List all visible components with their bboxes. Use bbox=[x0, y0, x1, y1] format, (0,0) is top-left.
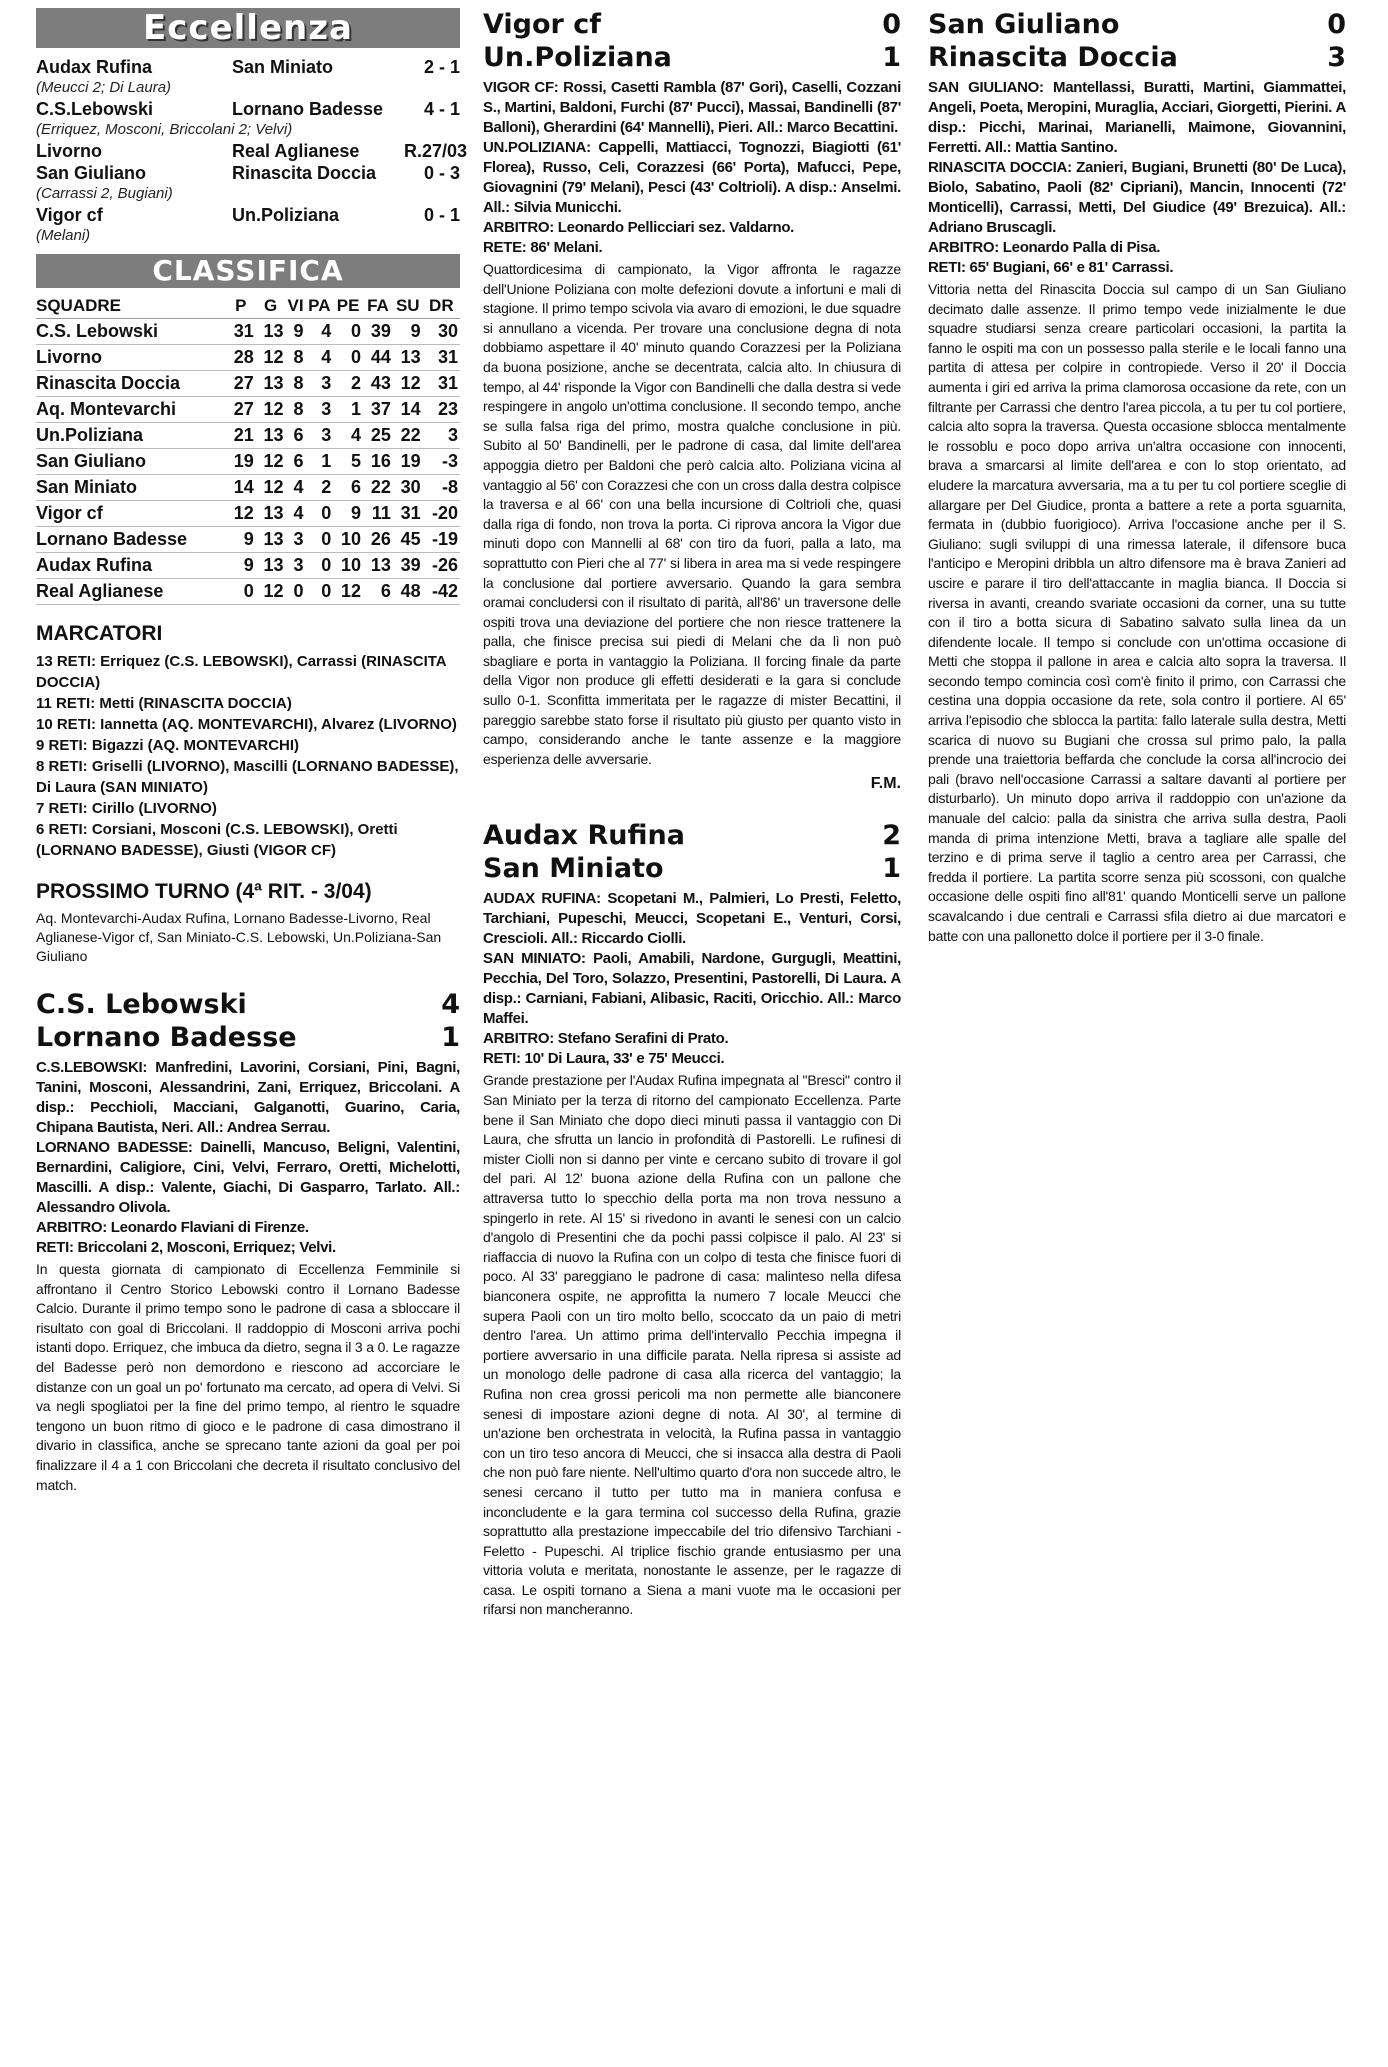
stat-cell: 13 bbox=[256, 423, 286, 449]
next-round-text: Aq. Montevarchi-Audax Rufina, Lornano Badesse-Livorno, Real Aglianese-Vigor cf, San Miniato-C.S. Lebowski, Un.Poliziana-San Giuliano bbox=[36, 910, 442, 964]
stat-cell: 4 bbox=[305, 319, 333, 345]
home-team: Audax Rufina bbox=[483, 820, 685, 852]
away-score: 1 bbox=[882, 853, 901, 885]
result-away-team: Un.Poliziana bbox=[232, 205, 340, 225]
result-home-team: Audax Rufina bbox=[36, 57, 153, 77]
stat-cell: 12 bbox=[226, 501, 256, 527]
referee: ARBITRO: Stefano Serafini di Prato. bbox=[483, 1030, 729, 1048]
stat-cell: 27 bbox=[226, 397, 256, 423]
match-home-row bbox=[928, 8, 1346, 41]
away-lineup: SAN MINIATO: Paoli, Amabili, Nardone, Gurgugli, Meattini, Pecchia, Del Toro, Solazzo, Presentini, Pastorelli, Di Laura. A disp.: Carniani, Fabiani, Alibasic, Raciti, Oricchio. All.: Marco Maffei. bbox=[483, 950, 901, 1028]
stat-cell: -20 bbox=[423, 501, 460, 527]
stat-cell: 1 bbox=[333, 397, 363, 423]
scorer-line: 11 RETI: Metti (RINASCITA DOCCIA) bbox=[36, 695, 292, 712]
stat-cell: 9 bbox=[286, 319, 306, 345]
goals: RETE: 86' Melani. bbox=[483, 239, 603, 256]
standings-header-cell: SU bbox=[393, 294, 423, 319]
stat-cell: 3 bbox=[305, 423, 333, 449]
result-score: 4 - 1 bbox=[423, 99, 460, 119]
stat-cell: 37 bbox=[363, 397, 393, 423]
table-row bbox=[36, 527, 460, 553]
result-scorers: (Meucci 2; Di Laura) bbox=[36, 79, 172, 96]
away-score: 1 bbox=[882, 42, 901, 73]
away-lineup: RINASCITA DOCCIA: Zanieri, Bugiani, Brunetti (80' De Luca), Biolo, Sabatino, Paoli (82' Cipriani), Mancin, Innocenti (72' Monticelli), Carrassi, Metti, Del Giudice (49' Brezuica). All.: Adriano Bruscagli. bbox=[928, 159, 1346, 236]
stat-cell: 0 bbox=[305, 553, 333, 579]
stat-cell: 2 bbox=[333, 371, 363, 397]
standings-header-cell: G bbox=[256, 294, 286, 319]
away-team: Un.Poliziana bbox=[483, 42, 672, 73]
scorer-line: 9 RETI: Bigazzi (AQ. MONTEVARCHI) bbox=[36, 737, 300, 754]
scorer-line: 7 RETI: Cirillo (LIVORNO) bbox=[36, 800, 217, 817]
stat-cell: 21 bbox=[226, 423, 256, 449]
scorer-line: 6 RETI: Corsiani, Mosconi (C.S. LEBOWSKI), Oretti (LORNANO BADESSE), Giusti (VIGOR CF) bbox=[36, 821, 398, 859]
match-report: Vittoria netta del Rinascita Doccia sul campo di un San Giuliano decimato dalle assenze. Il primo tempo vede inizialmente le due squadre studiarsi senza creare particolari occasioni, la partita la fanno le ospiti ma con un possesso palla sterile e le locali fanno una partita di attesa per colpire in contropiede. Verso il 20' il Doccia aumenta i giri ed arriva la prima clamorosa occasione da rete, con un filtrante per Carrassi che dentro l'area piccola, a tu per tu col portiere, calcia alto sopra la traversa. Questa occasione sblocca mentalmente le rossoblu e poco dopo arriva un'altra occasione con innocenti, brava a smarcarsi al limite dell'area e con lo stop orientato, ad eludere la marcatura avversaria, ma a tu per tu col portiere sceglie di allargare per Del Giudice, pronta a battere a rete a porta sguarnita, fermata in (dubbio fuorigioco). Arriva l'occasione anche per il S. Giuliano: sugli sviluppi di una rimessa laterale, il difensore buca l'anticipo e Meropini dribbla un altro difensore ma è brava Zanieri ad uscire e parare il tiro dell'attaccante in maglia bianca. Il Doccia si riversa in avanti, creando svariate occasioni da corner, una su tutte con il tiro a botta sicura di Sabatino salvato sulla linea da un difendente locale. Il tempo si conclude con un'ottima occasione di Metti che stoppa il pallone in area e calcia alto sopra la traversa. Il secondo tempo comincia così com'è finito il primo, con Carrassi che cestina una doppia occasione da rete, sola contro il portiere. Al 65' arriva l'episodio che sblocca la partita: fallo laterale sulla destra, Metti scarica di nuovo su Bugiani che crossa sul primo palo, la palla prende una traiettoria beffarda che conclude la corsa all'incrocio dei pali (bravo nell'occasione Carrassi a saltare davanti al portiere per disturbarlo). Un minuto dopo arriva il raddoppio con un'azione da manuale del calcio: palla da sinistra che arriva sulla destra, Paoli manda di prima intenzione Metti, brava a tagliare alle spalle del terzino e di prima serve il taglio a centro area per Carrassi, che fredda il portiere. La partita scorre senza più scossoni, con qualche occasione delle ospiti fino all'81' quando Monticelli serve un pallone scavalcando i due centrali e Carrassi sfila dietro ai due marcatori e batte con una pallonetto dolce il portiere per il 3-0 finale. bbox=[928, 281, 1346, 944]
stat-cell: 4 bbox=[305, 345, 333, 371]
stat-cell: 0 bbox=[305, 527, 333, 553]
match-sangiuliano bbox=[928, 8, 1346, 946]
table-row bbox=[36, 371, 460, 397]
table-row bbox=[36, 475, 460, 501]
stat-cell: 12 bbox=[256, 579, 286, 605]
scorers-list bbox=[36, 651, 460, 861]
stat-cell: 0 bbox=[333, 345, 363, 371]
next-round-title: PROSSIMO TURNO (4ª RIT. - 3/04) bbox=[36, 880, 372, 903]
team-name-cell: Lornano Badesse bbox=[36, 527, 226, 553]
column-middle bbox=[483, 8, 901, 1640]
home-lineup: VIGOR CF: Rossi, Casetti Rambla (87' Gori), Caselli, Cozzani S., Martini, Baldoni, Furchi (87' Pucci), Massai, Bandinelli (87' Balloni), Gherardini (64' Mannelli), Pieri. All.: Marco Becattini. bbox=[483, 79, 901, 136]
lineups bbox=[36, 1058, 460, 1258]
stat-cell: 8 bbox=[286, 371, 306, 397]
home-lineup: AUDAX RUFINA: Scopetani M., Palmieri, Lo Presti, Feletto, Tarchiani, Pupeschi, Meucci, Scopetani E., Venturi, Corsi, Crescioli. All.: Riccardo Ciolli. bbox=[483, 890, 901, 948]
match-vigor bbox=[483, 8, 901, 793]
stat-cell: 6 bbox=[363, 579, 393, 605]
stat-cell: 11 bbox=[363, 501, 393, 527]
scorers-title: MARCATORI bbox=[36, 622, 163, 645]
goals: RETI: Briccolani 2, Mosconi, Erriquez; Velvi. bbox=[36, 1239, 336, 1256]
standings-header-cell: DR bbox=[423, 294, 460, 319]
home-score: 0 bbox=[1327, 9, 1346, 40]
stat-cell: 30 bbox=[393, 475, 423, 501]
result-home-team: Livorno bbox=[36, 141, 102, 161]
stat-cell: 9 bbox=[393, 319, 423, 345]
standings-header-cell: PE bbox=[333, 294, 363, 319]
stat-cell: 13 bbox=[393, 345, 423, 371]
result-score: R.27/03 bbox=[404, 141, 468, 161]
stat-cell: 25 bbox=[363, 423, 393, 449]
result-scorers: (Erriquez, Mosconi, Briccolani 2; Velvi) bbox=[36, 121, 293, 138]
home-score: 0 bbox=[882, 9, 901, 40]
table-row bbox=[36, 423, 460, 449]
away-score: 1 bbox=[441, 1022, 460, 1053]
team-name-cell: Vigor cf bbox=[36, 501, 226, 527]
stat-cell: 22 bbox=[363, 475, 393, 501]
results-list bbox=[36, 56, 468, 246]
match-report: In questa giornata di campionato di Eccellenza Femminile si affrontano il Centro Storico Lebowski contro il Lornano Badesse Calcio. Durante il primo tempo sono le padrone di casa a sbloccare il risultato con goal di Briccolani. Il raddoppio di Mosconi arriva pochi istanti dopo. Erriquez, che imbuca da dietro, segna il 3 a 0. Le ragazze del Badesse però non demordono e riescono ad accorciare le distanze con un goal un po' fortunato ma cercato, ad opera di Velvi. Si va negli spogliatoi per la fine del primo tempo, al rientro le squadre tengono un buon ritmo di gioco e le padrone di casa dimostrano il divario in classifica, anche se sprecano tante azioni da goal per poi finalizzare il 4 a 1 con Briccolani che decreta il risultato conclusivo del match. bbox=[36, 1261, 460, 1493]
away-team: San Miniato bbox=[483, 853, 664, 885]
column-left bbox=[36, 8, 468, 1515]
stat-cell: 0 bbox=[226, 579, 256, 605]
match-report: Quattordicesima di campionato, la Vigor affronta le ragazze dell'Unione Poliziana con molte defezioni dovute a infortuni e mali di stagione. Il primo tempo scivola via avaro di emozioni, le due squadre si annullano a vicenda. Per trovare una conclusione degna di nota dobbiamo aspettare il 40' minuto quando Corazzesi per la Poliziana da buona posizione, anche se decentrata, calcia alto. In chiusura di tempo, al 44' risponde la Vigor con Bandinelli che dalla destra si vede respingere in angolo un'ottima conclusione. Il secondo tempo, anche se sulla falsa riga del primo, mostra qualche conclusione in più. Subito al 50' Bandinelli, per le padrone di casa, dal limite dell'area appoggia dietro per Baldoni che però calcia alto. Poliziana vicina al vantaggio al 56' con Corazzesi che con un cross dalla destra colpisce la traversa e al 66' con una bella incursione di Coltrioli che, quasi dalla riga di fondo, non trova la porta. Ci riprova ancora la Vigor due minuti dopo con Mannelli al 68' con tiro da fuori, palla a lato, ma soprattutto con Pieri che al 77' si libera in area ma si vede respingere la conclusione dal portiere avversario. Quando la gara sembra oramai concludersi con il risultato di parità, all'86' un traversone delle ospiti trova una deviazione del portiere che non riesce trattenere la palla, che finisce precisa sui piedi di Melani che da lì non può sbagliare e porta in vantaggio la Poliziana. Il forcing finale da parte della Vigor non produce gli effetti desiderati e la gara si conclude sullo 0-1. Sconfitta immeritata per le ragazze di mister Becattini, il pareggio sarebbe stato forse il risultato più giusto per quanto visto in campo, considerando anche le tante assenze e la maggiore esperienza delle avversarie. bbox=[483, 261, 901, 767]
result-row bbox=[36, 162, 460, 184]
stat-cell: 6 bbox=[286, 423, 306, 449]
stat-cell: 1 bbox=[305, 449, 333, 475]
result-home-team: Vigor cf bbox=[36, 205, 103, 225]
stat-cell: 5 bbox=[333, 449, 363, 475]
stat-cell: 31 bbox=[393, 501, 423, 527]
stat-cell: 12 bbox=[256, 449, 286, 475]
stat-cell: 10 bbox=[333, 553, 363, 579]
stat-cell: 6 bbox=[333, 475, 363, 501]
standings-header-cell: SQUADRE bbox=[36, 294, 226, 319]
scorer-line: 8 RETI: Griselli (LIVORNO), Mascilli (LORNANO BADESSE), Di Laura (SAN MINIATO) bbox=[36, 758, 459, 796]
goals: RETI: 10' Di Laura, 33' e 75' Meucci. bbox=[483, 1050, 725, 1068]
lineups bbox=[483, 78, 901, 258]
stat-cell: -19 bbox=[423, 527, 460, 553]
table-row bbox=[36, 553, 460, 579]
stat-cell: 44 bbox=[363, 345, 393, 371]
stat-cell: 13 bbox=[256, 553, 286, 579]
table-row bbox=[36, 397, 460, 423]
away-team: Lornano Badesse bbox=[36, 1022, 297, 1053]
stat-cell: -3 bbox=[423, 449, 460, 475]
stat-cell: 12 bbox=[256, 345, 286, 371]
stat-cell: -26 bbox=[423, 553, 460, 579]
stat-cell: 3 bbox=[305, 397, 333, 423]
match-lebowski bbox=[36, 988, 460, 1495]
stat-cell: 3 bbox=[286, 527, 306, 553]
stat-cell: 39 bbox=[393, 553, 423, 579]
stat-cell: 13 bbox=[256, 371, 286, 397]
team-name-cell: Aq. Montevarchi bbox=[36, 397, 226, 423]
table-row bbox=[36, 501, 460, 527]
stat-cell: 12 bbox=[256, 475, 286, 501]
home-team: C.S. Lebowski bbox=[36, 989, 247, 1020]
result-row bbox=[36, 140, 468, 162]
match-home-row bbox=[36, 988, 460, 1021]
column-right bbox=[928, 8, 1346, 966]
stat-cell: 8 bbox=[286, 397, 306, 423]
stat-cell: 23 bbox=[423, 397, 460, 423]
stat-cell: 31 bbox=[226, 319, 256, 345]
result-away-team: Rinascita Doccia bbox=[232, 163, 377, 183]
stat-cell: 27 bbox=[226, 371, 256, 397]
home-team: Vigor cf bbox=[483, 9, 602, 40]
stat-cell: 3 bbox=[423, 423, 460, 449]
home-lineup: SAN GIULIANO: Mantellassi, Buratti, Martini, Giammattei, Angeli, Poeta, Meropini, Muraglia, Acciari, Giorgetti, Pierini. A disp.: Picchi, Marinai, Marianelli, Maimone, Giovannini, Ferretti. All.: Mattia Santino. bbox=[928, 79, 1346, 156]
goals: RETI: 65' Bugiani, 66' e 81' Carrassi. bbox=[928, 259, 1174, 276]
home-score: 4 bbox=[441, 989, 460, 1020]
home-lineup: C.S.LEBOWSKI: Manfredini, Lavorini, Corsiani, Pini, Bagni, Tanini, Mosconi, Alessandrini, Zani, Erriquez, Briccolani. A disp.: Pecchioli, Macciani, Galganotti, Guarino, Caria, Chipana Bautista, Neri. All.: Andrea Serrau. bbox=[36, 1059, 460, 1136]
stat-cell: 0 bbox=[305, 501, 333, 527]
match-away-row bbox=[483, 41, 901, 74]
stat-cell: 6 bbox=[286, 449, 306, 475]
result-row bbox=[36, 98, 460, 120]
stat-cell: 22 bbox=[393, 423, 423, 449]
scorer-line: 10 RETI: Iannetta (AQ. MONTEVARCHI), Alvarez (LIVORNO) bbox=[36, 716, 457, 733]
stat-cell: 45 bbox=[393, 527, 423, 553]
home-team: San Giuliano bbox=[928, 9, 1120, 40]
stat-cell: 28 bbox=[226, 345, 256, 371]
home-score: 2 bbox=[882, 820, 901, 852]
stat-cell: 9 bbox=[226, 527, 256, 553]
standings-table bbox=[36, 294, 460, 605]
away-score: 3 bbox=[1327, 42, 1346, 73]
team-name-cell: Un.Poliziana bbox=[36, 423, 226, 449]
stat-cell: 4 bbox=[286, 501, 306, 527]
eccellenza-banner: Eccellenza bbox=[36, 8, 460, 48]
stat-cell: 3 bbox=[286, 553, 306, 579]
stat-cell: 0 bbox=[286, 579, 306, 605]
result-away-team: Lornano Badesse bbox=[232, 99, 384, 119]
match-home-row bbox=[483, 819, 901, 852]
stat-cell: 13 bbox=[363, 553, 393, 579]
result-score: 0 - 3 bbox=[423, 163, 460, 183]
stat-cell: 19 bbox=[226, 449, 256, 475]
stat-cell: 13 bbox=[256, 527, 286, 553]
stat-cell: 26 bbox=[363, 527, 393, 553]
away-team: Rinascita Doccia bbox=[928, 42, 1178, 73]
away-lineup: UN.POLIZIANA: Cappelli, Mattiacci, Tognozzi, Biagiotti (61' Florea), Russo, Celi, Corazzesi (66' Porta), Mafucci, Pepe, Giovagnini (79' Melani), Pesci (43' Coltrioli). A disp.: Anselmi. All.: Silvia Municchi. bbox=[483, 139, 901, 216]
stat-cell: -8 bbox=[423, 475, 460, 501]
stat-cell: 8 bbox=[286, 345, 306, 371]
author-signature: F.M. bbox=[870, 775, 901, 793]
result-scorers: (Melani) bbox=[36, 227, 91, 244]
lineups bbox=[483, 889, 901, 1069]
stat-cell: -42 bbox=[423, 579, 460, 605]
standings-header-cell: FA bbox=[363, 294, 393, 319]
stat-cell: 12 bbox=[256, 397, 286, 423]
result-row bbox=[36, 204, 460, 226]
stat-cell: 16 bbox=[363, 449, 393, 475]
stat-cell: 30 bbox=[423, 319, 460, 345]
lineups bbox=[928, 78, 1346, 278]
table-row bbox=[36, 579, 460, 605]
referee: ARBITRO: Leonardo Pellicciari sez. Valdarno. bbox=[483, 219, 795, 236]
result-away-team: Real Aglianese bbox=[232, 141, 360, 161]
match-audax bbox=[483, 819, 901, 1620]
stat-cell: 9 bbox=[226, 553, 256, 579]
stat-cell: 14 bbox=[393, 397, 423, 423]
result-score: 2 - 1 bbox=[423, 57, 460, 77]
stat-cell: 0 bbox=[305, 579, 333, 605]
table-row bbox=[36, 449, 460, 475]
result-home-team: C.S.Lebowski bbox=[36, 99, 154, 119]
team-name-cell: Livorno bbox=[36, 345, 226, 371]
stat-cell: 31 bbox=[423, 371, 460, 397]
stat-cell: 14 bbox=[226, 475, 256, 501]
result-score: 0 - 1 bbox=[423, 205, 460, 225]
match-away-row bbox=[36, 1021, 460, 1054]
match-report: Grande prestazione per l'Audax Rufina impegnata al "Bresci" contro il San Miniato per la terza di ritorno del campionato Eccellenza. Parte bene il San Miniato che dopo dieci minuti passa il vantaggio con Di Laura, che sfrutta un lancio in profondità di Pastorelli. Le rufinesi di mister Ciolli non si danno per vinte e cercano subito di trovare il gol del pari. Al 12' buona azione della Rufina con un pallone che attraversa tutto lo specchio della porta ma non trova nessuno a spingerlo in rete. Al 15' si rivedono in avanti le senesi con un calcio d'angolo di Presentini che da pochi passi colpisce il palo. Al 23' si riaffaccia di nuovo la Rufina con un colpo di testa che finisce fuori di poco. Al 33' pareggiano le padrone di casa: malinteso nella difesa bianconera ospite, ne approfitta la numero 7 locale Meucci che supera Paoli con un tiro molto bello, scoccato da un paio di metri dentro l'area. Un attimo prima dell'intervallo Pecchia impegna il portiere avversario in una difficile parata. Nella ripresa si assiste ad un monologo delle padrone di casa alla ricerca del vantaggio; la Rufina non crea grossi pericoli ma non permette alle bianconere senesi di impostare azioni degne di nota. Al 30', al termine di un'azione ben orchestrata in velocità, la Rufina passa in vantaggio con un tiro teso ancora di Meucci, che si insacca alla destra di Paoli che non può fare niente. Nell'ultimo quarto d'ora non succede altro, le senesi cercano il tutto per tutto ma in maniera confusa e inconcludente e la gara termina col successo della Rufina, grazie soprattutto alla prestazione impeccabile del trio difensivo Tarchiani - Feletto - Pupeschi. Al triplice fischio grande entusiasmo per una vittoria voluta e meritata, nonostante le assenze, per le ragazze di casa. Le ospiti tornano a Siena a mani vuote ma le occasioni per rifarsi non mancheranno. bbox=[483, 1072, 901, 1618]
team-name-cell: San Miniato bbox=[36, 475, 226, 501]
standings-header-cell: P bbox=[226, 294, 256, 319]
stat-cell: 12 bbox=[393, 371, 423, 397]
standings-header-cell: VI bbox=[286, 294, 306, 319]
stat-cell: 9 bbox=[333, 501, 363, 527]
scorer-line: 13 RETI: Erriquez (C.S. LEBOWSKI), Carrassi (RINASCITA DOCCIA) bbox=[36, 653, 447, 691]
table-row bbox=[36, 345, 460, 371]
standings-header-cell: PA bbox=[305, 294, 333, 319]
stat-cell: 4 bbox=[286, 475, 306, 501]
team-name-cell: Audax Rufina bbox=[36, 553, 226, 579]
result-row bbox=[36, 56, 460, 78]
referee: ARBITRO: Leonardo Palla di Pisa. bbox=[928, 239, 1161, 256]
team-name-cell: Real Aglianese bbox=[36, 579, 226, 605]
table-row bbox=[36, 319, 460, 345]
referee: ARBITRO: Leonardo Flaviani di Firenze. bbox=[36, 1219, 309, 1236]
team-name-cell: C.S. Lebowski bbox=[36, 319, 226, 345]
stat-cell: 3 bbox=[305, 371, 333, 397]
standings-header-row bbox=[36, 294, 460, 319]
stat-cell: 43 bbox=[363, 371, 393, 397]
team-name-cell: Rinascita Doccia bbox=[36, 371, 226, 397]
team-name-cell: San Giuliano bbox=[36, 449, 226, 475]
stat-cell: 39 bbox=[363, 319, 393, 345]
result-away-team: San Miniato bbox=[232, 57, 334, 77]
standings-body bbox=[36, 319, 460, 605]
stat-cell: 19 bbox=[393, 449, 423, 475]
result-scorers: (Carrassi 2, Bugiani) bbox=[36, 185, 173, 202]
away-lineup: LORNANO BADESSE: Dainelli, Mancuso, Beligni, Valentini, Bernardini, Caligiore, Cini, Velvi, Ferraro, Oretti, Michelotti, Mascilli. A disp.: Valente, Giachi, Di Gasparro, Tarlato. All.: Alessandro Olivola. bbox=[36, 1139, 460, 1216]
stat-cell: 2 bbox=[305, 475, 333, 501]
stat-cell: 13 bbox=[256, 319, 286, 345]
stat-cell: 13 bbox=[256, 501, 286, 527]
match-away-row bbox=[483, 852, 901, 885]
standings-banner: CLASSIFICA bbox=[36, 254, 460, 288]
stat-cell: 10 bbox=[333, 527, 363, 553]
result-home-team: San Giuliano bbox=[36, 163, 147, 183]
stat-cell: 4 bbox=[333, 423, 363, 449]
match-home-row bbox=[483, 8, 901, 41]
stat-cell: 0 bbox=[333, 319, 363, 345]
stat-cell: 48 bbox=[393, 579, 423, 605]
match-away-row bbox=[928, 41, 1346, 74]
stat-cell: 12 bbox=[333, 579, 363, 605]
stat-cell: 31 bbox=[423, 345, 460, 371]
